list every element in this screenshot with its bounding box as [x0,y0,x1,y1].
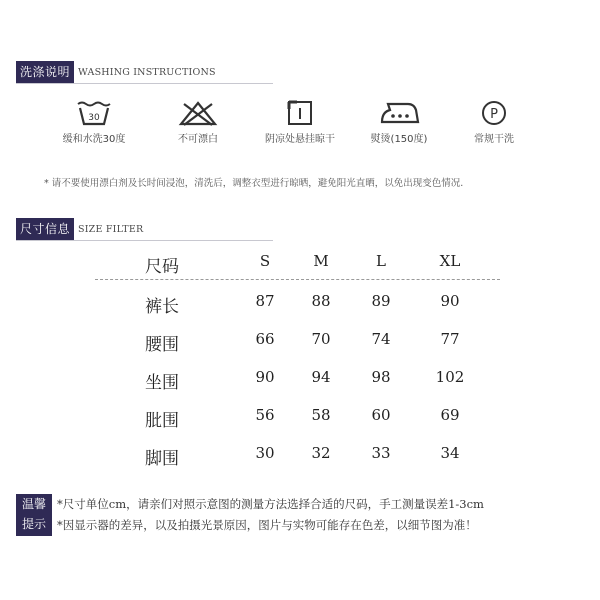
cell: 34 [440,444,460,462]
tips-tag-line2: 提示 [21,517,46,531]
row-label: 裤长 [145,297,179,317]
care-label-iron: 熨烫(150度) [370,134,428,145]
cell: 70 [311,330,331,348]
cell: 69 [440,406,460,424]
washing-title-en: WASHING INSTRUCTIONS [78,66,216,78]
care-item-dryclean [444,100,544,145]
size-title-en: SIZE FILTER [78,223,144,235]
header-col-s: S [259,252,271,270]
dry-clean-icon [479,100,509,126]
row-label: 腰围 [145,335,179,355]
table-row [95,330,495,368]
size-title-cn: 尺寸信息 [16,218,74,240]
cell: 56 [255,406,275,424]
care-label-wash: 缓和水洗30度 [62,134,126,145]
size-header-line [16,240,273,241]
care-label-bleach: 不可漂白 [178,134,218,145]
wash-30-icon [76,100,112,126]
care-item-wash [44,100,144,145]
care-item-bleach [148,100,248,145]
hang-dry-shade-icon [285,100,315,126]
table-row [95,368,495,406]
cell: 66 [255,330,275,348]
size-table [95,252,495,482]
care-label-dry: 阴凉处悬挂晾干 [265,134,335,145]
care-label-dryclean: 常规干洗 [474,134,514,145]
care-item-dry [250,100,350,145]
table-row [95,292,495,330]
washing-section-header [16,61,216,83]
care-item-iron [349,100,449,145]
cell: 88 [311,292,331,310]
tips-line1: *尺寸单位cm，请亲们对照示意图的测量方法选择合适的尺码，手工测量误差1-3cm [57,497,484,511]
svg-text:P: P [490,107,498,122]
care-note: * 请不要使用漂白剂及长时间浸泡，清洗后，调整衣型进行晾晒，避免阳光直晒，以免出现变色情况. [44,178,464,189]
cell: 98 [371,368,391,386]
cell: 90 [440,292,460,310]
cell: 30 [255,444,275,462]
cell: 87 [255,292,275,310]
table-row [95,444,495,482]
cell: 58 [311,406,331,424]
iron-icon [378,100,420,126]
cell: 32 [311,444,331,462]
tips-line2: *因显示器的差异，以及拍摄光景原因，图片与实物可能存在色差，以细节图为准！ [57,518,477,532]
cell: 90 [255,368,275,386]
washing-header-line [16,83,273,84]
table-header-divider [95,279,500,280]
cell: 89 [371,292,391,310]
cell: 33 [371,444,391,462]
table-row [95,406,495,444]
size-section-header [16,218,143,240]
row-label: 坐围 [145,373,179,393]
size-table-header [95,252,495,290]
cell: 102 [435,368,465,386]
svg-text:30: 30 [88,113,100,123]
header-col-l: L [376,252,386,270]
washing-title-cn: 洗涤说明 [16,61,74,83]
cell: 74 [371,330,391,348]
cell: 77 [440,330,460,348]
tips-tag [16,494,52,536]
header-size-label: 尺码 [145,257,179,277]
row-label: 肶围 [145,411,179,431]
cell: 94 [311,368,331,386]
no-bleach-icon [178,100,218,126]
row-label: 脚围 [145,449,179,469]
header-col-xl: XL [439,252,461,270]
tips-tag-line1: 温馨 [21,497,46,511]
cell: 60 [371,406,391,424]
header-col-m: M [313,252,329,270]
care-icons [44,100,564,160]
tips-text [57,494,484,536]
